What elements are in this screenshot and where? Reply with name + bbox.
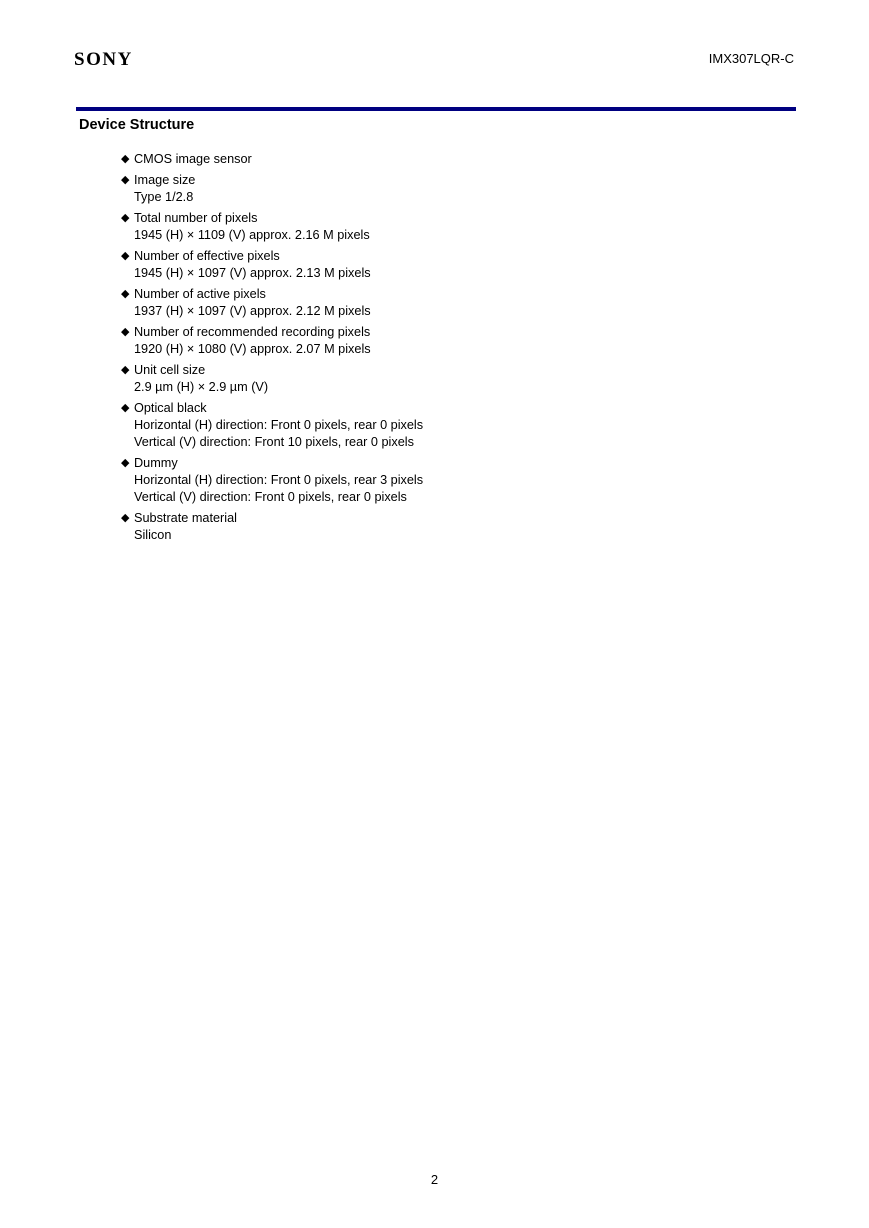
diamond-bullet-icon: ◆ <box>121 288 130 300</box>
spec-item <box>121 151 641 168</box>
diamond-bullet-icon: ◆ <box>121 174 130 186</box>
spec-label: Unit cell size <box>134 363 206 377</box>
spec-label: Image size <box>134 173 196 187</box>
spec-values <box>134 265 641 282</box>
spec-row <box>121 324 641 341</box>
spec-row <box>121 362 641 379</box>
header-rule <box>76 107 796 111</box>
spec-item <box>121 455 641 506</box>
spec-list <box>121 151 641 548</box>
spec-values <box>134 341 641 358</box>
spec-row <box>121 455 641 472</box>
spec-value: 1945 (H) × 1097 (V) approx. 2.13 M pixels <box>134 266 371 280</box>
spec-value: 1920 (H) × 1080 (V) approx. 2.07 M pixels <box>134 342 371 356</box>
spec-value: Horizontal (H) direction: Front 0 pixels, rear 3 pixels <box>134 473 424 487</box>
document-id: IMX307LQR-C <box>708 51 794 66</box>
spec-item <box>121 286 641 320</box>
section-title: Device Structure <box>79 117 195 133</box>
spec-row <box>121 510 641 527</box>
diamond-bullet-icon: ◆ <box>121 153 130 165</box>
spec-item <box>121 510 641 544</box>
diamond-bullet-icon: ◆ <box>121 250 130 262</box>
spec-label: Number of effective pixels <box>134 249 280 263</box>
spec-values <box>134 189 641 206</box>
spec-values <box>134 379 641 396</box>
diamond-bullet-icon: ◆ <box>121 212 130 224</box>
diamond-bullet-icon: ◆ <box>121 402 130 414</box>
spec-label: Dummy <box>134 456 178 470</box>
spec-value: Type 1/2.8 <box>134 190 194 204</box>
spec-row <box>121 400 641 417</box>
spec-value: Horizontal (H) direction: Front 0 pixels, rear 0 pixels <box>134 418 424 432</box>
diamond-bullet-icon: ◆ <box>121 457 130 469</box>
spec-label: Number of recommended recording pixels <box>134 325 371 339</box>
spec-label: CMOS image sensor <box>134 152 252 166</box>
spec-item <box>121 324 641 358</box>
diamond-bullet-icon: ◆ <box>121 326 130 338</box>
spec-label: Total number of pixels <box>134 211 258 225</box>
spec-values <box>134 303 641 320</box>
spec-item <box>121 210 641 244</box>
spec-label: Optical black <box>134 401 207 415</box>
diamond-bullet-icon: ◆ <box>121 512 130 524</box>
spec-item <box>121 248 641 282</box>
spec-values <box>134 472 641 506</box>
sony-logo: SONY <box>74 49 133 70</box>
spec-values <box>134 527 641 544</box>
spec-values <box>134 227 641 244</box>
spec-value: Silicon <box>134 528 172 542</box>
page-number: 2 <box>430 1172 439 1187</box>
spec-value: 2.9 µm (H) × 2.9 µm (V) <box>134 380 269 394</box>
spec-row <box>121 286 641 303</box>
spec-label: Number of active pixels <box>134 287 266 301</box>
spec-value: 1945 (H) × 1109 (V) approx. 2.16 M pixels <box>134 228 370 242</box>
spec-label: Substrate material <box>134 511 237 525</box>
spec-row <box>121 210 641 227</box>
spec-item <box>121 400 641 451</box>
spec-value: Vertical (V) direction: Front 0 pixels, rear 0 pixels <box>134 490 407 504</box>
spec-item <box>121 362 641 396</box>
spec-row <box>121 151 641 168</box>
diamond-bullet-icon: ◆ <box>121 364 130 376</box>
spec-value: 1937 (H) × 1097 (V) approx. 2.12 M pixels <box>134 304 371 318</box>
spec-row <box>121 172 641 189</box>
spec-value: Vertical (V) direction: Front 10 pixels, rear 0 pixels <box>134 435 414 449</box>
spec-item <box>121 172 641 206</box>
spec-row <box>121 248 641 265</box>
spec-values <box>134 417 641 451</box>
